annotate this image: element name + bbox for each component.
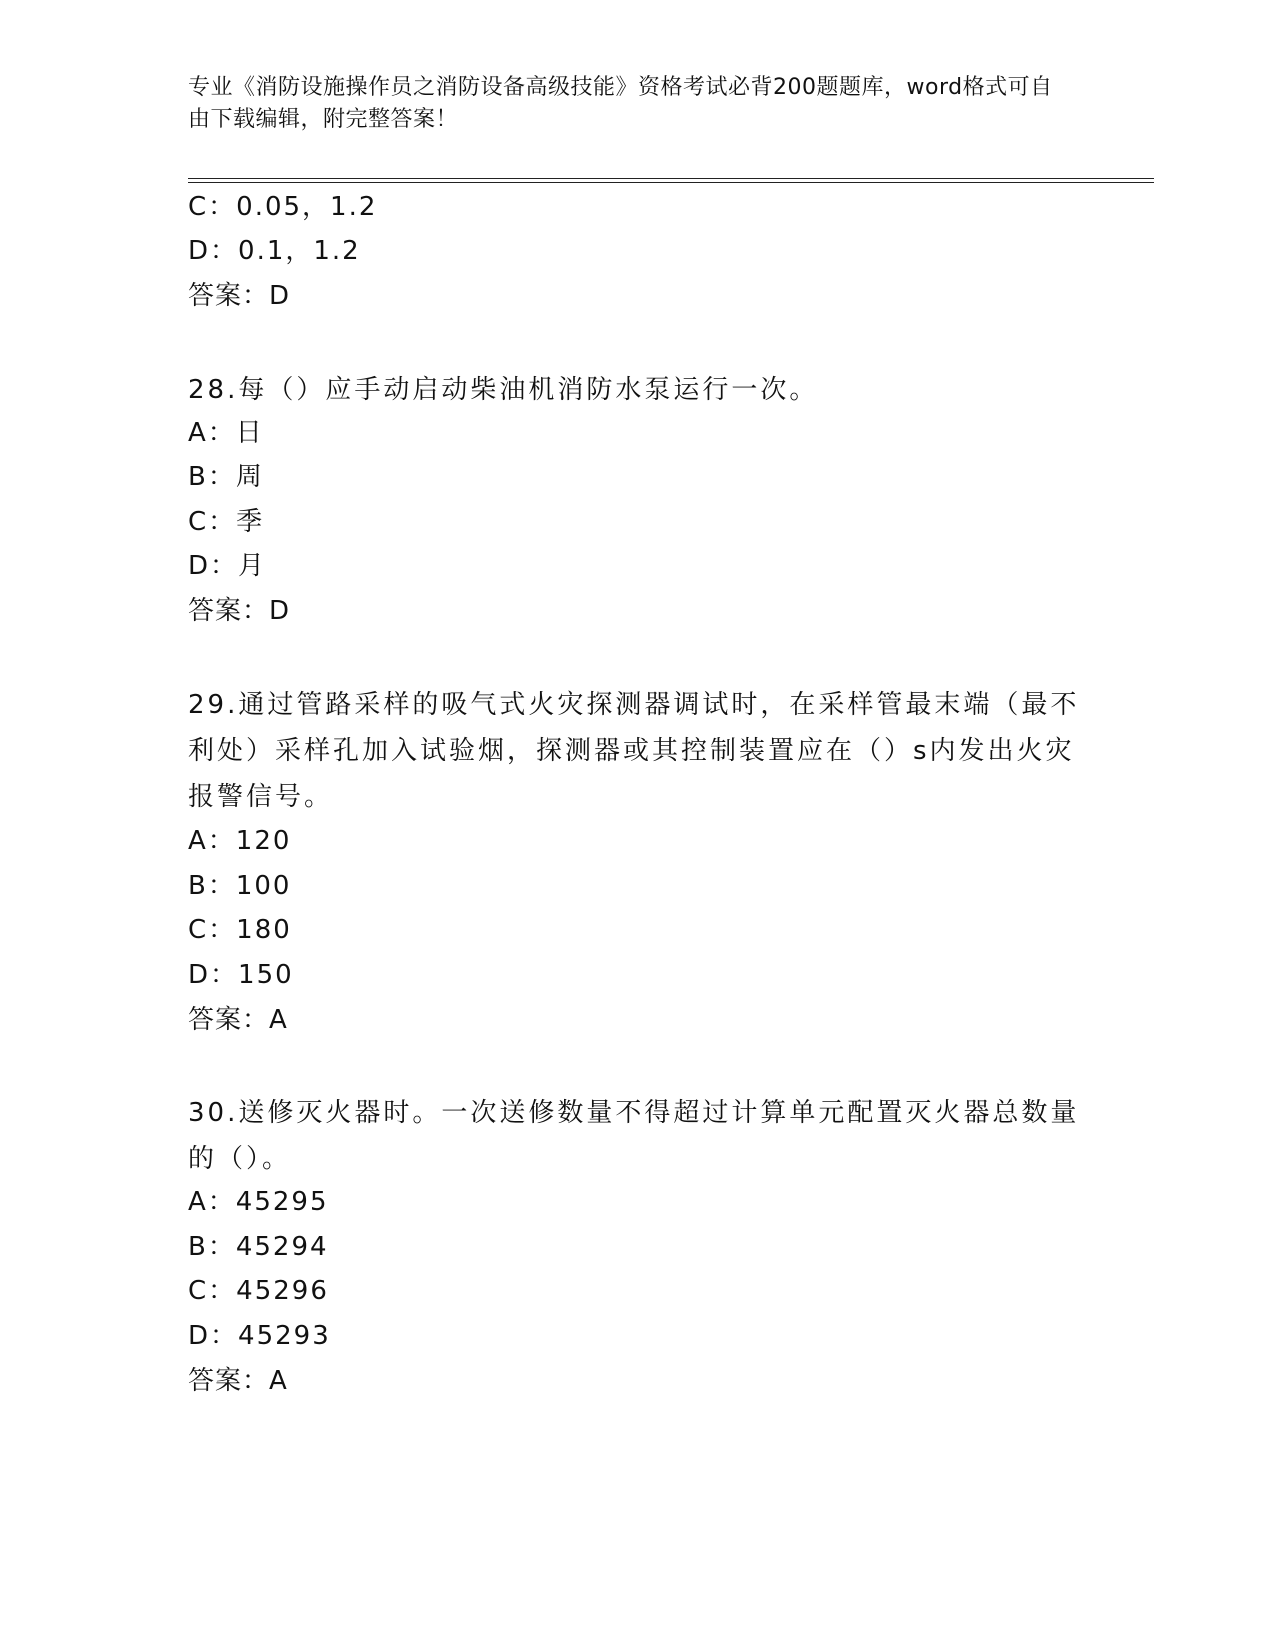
option-c: C：45296 xyxy=(188,1276,329,1306)
option-a: A：45295 xyxy=(188,1187,329,1217)
answer-line: 答案：D xyxy=(188,596,291,626)
question-stem-29: 29.通过管路采样的吸气式火灾探测器调试时，在采样管最末端（最不利处）采样孔加入试验烟，探测器或其控制装置应在（）s内发出火灾报警信号。 xyxy=(188,690,1080,812)
option-b: B：45294 xyxy=(188,1232,329,1262)
answer-line: 答案：D xyxy=(188,281,291,311)
option-b: B：100 xyxy=(188,871,292,901)
answer-line: 答案：A xyxy=(188,1005,288,1035)
option-c: C：季 xyxy=(188,507,265,537)
option-a: A：日 xyxy=(188,418,264,448)
answer-line: 答案：A xyxy=(188,1366,288,1396)
option-a: A：120 xyxy=(188,826,292,856)
header-divider-bottom xyxy=(188,182,1154,183)
option-c: C：0.05，1.2 xyxy=(188,192,378,222)
header-divider-top xyxy=(188,178,1154,179)
option-d: D：45293 xyxy=(188,1321,331,1351)
option-b: B：周 xyxy=(188,462,264,492)
option-d: D：150 xyxy=(188,960,294,990)
document-header: 专业《消防设施操作员之消防设备高级技能》资格考试必背200题题库，word格式可自由下载编辑，附完整答案！ xyxy=(188,75,1053,132)
option-d: D：月 xyxy=(188,551,267,581)
option-d: D：0.1，1.2 xyxy=(188,236,361,266)
question-stem-30: 30.送修灭火器时。一次送修数量不得超过计算单元配置灭火器总数量的（）。 xyxy=(188,1098,1080,1174)
option-c: C：180 xyxy=(188,915,292,945)
question-stem-28: 28.每（）应手动启动柴油机消防水泵运行一次。 xyxy=(188,375,819,405)
